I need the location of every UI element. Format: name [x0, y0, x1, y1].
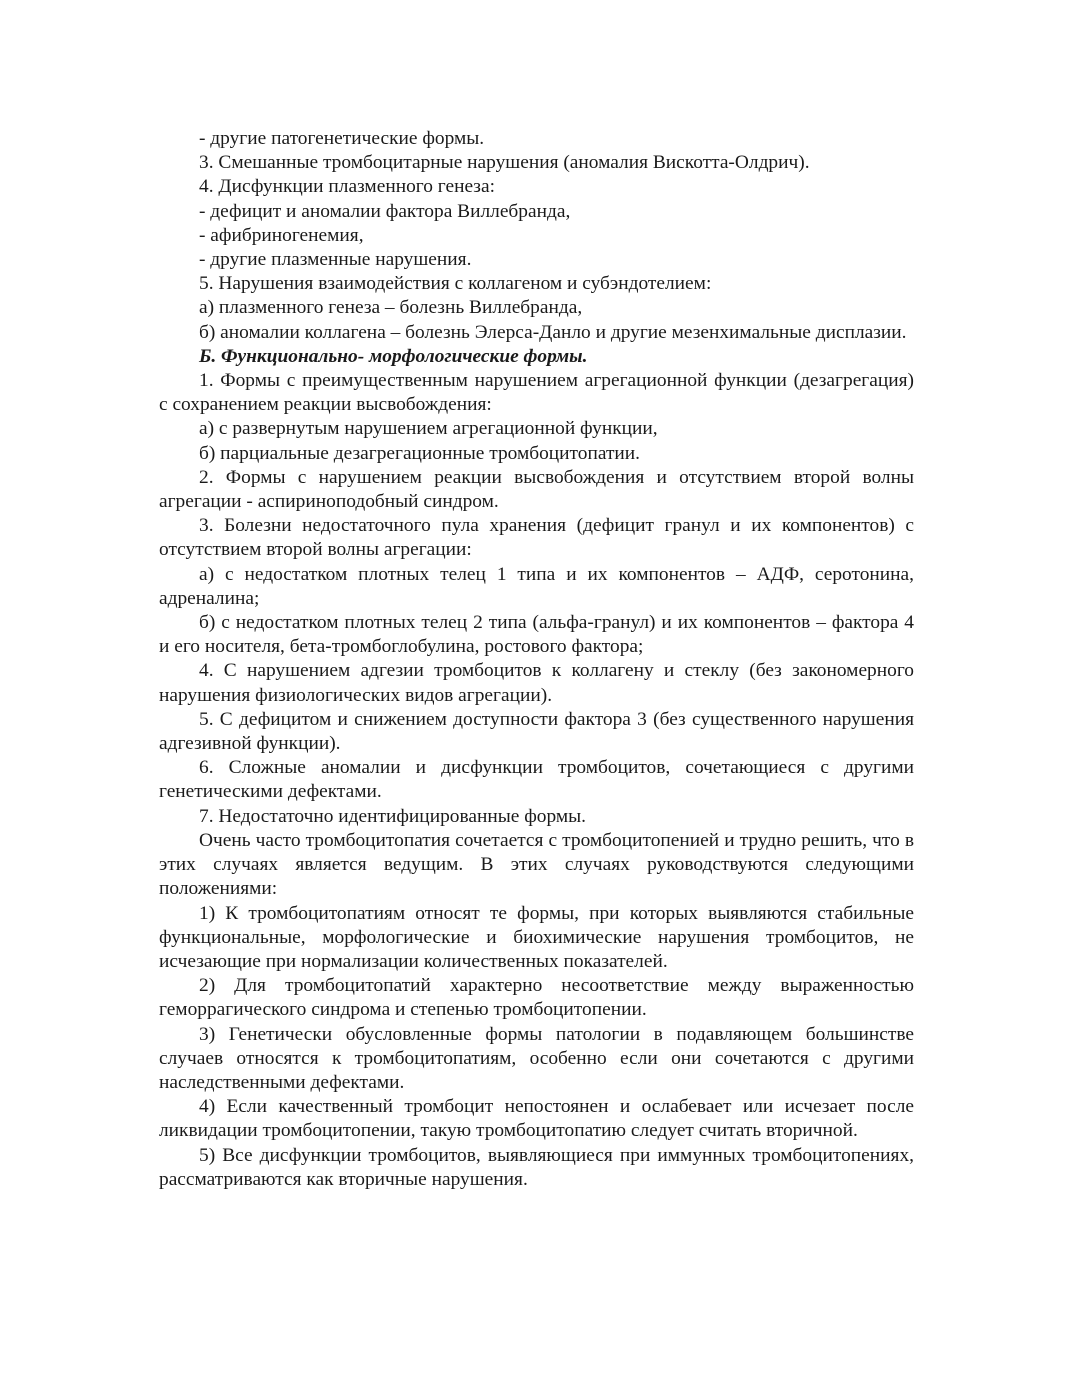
paragraph: 6. Сложные аномалии и дисфункции тромбоцитов, сочетающиеся с другими генетическими дефектами.	[159, 757, 914, 803]
paragraph: 4. С нарушением адгезии тромбоцитов к коллагену и стеклу (без закономерного нарушения физиологических видов агрегации).	[159, 660, 914, 706]
paragraph: 1) К тромбоцитопатиям относят те формы, при которых выявляются стабильные функциональные, морфологические и биохимические нарушения тромбоцитов, не исчезающие при нормализации количественных показателей.	[159, 902, 914, 972]
paragraph: б) аномалии коллагена – болезнь Элерса-Данло и другие мезенхимальные дисплазии.	[199, 321, 907, 343]
paragraph: - афибриногенемия,	[199, 224, 364, 246]
paragraph: 5. С дефицитом и снижением доступности фактора 3 (без существенного нарушения адгезивной функции).	[159, 708, 914, 755]
paragraph: 4. Дисфункции плазменного генеза:	[199, 176, 495, 198]
paragraph: 2) Для тромбоцитопатий характерно несоответствие между выраженностью геморрагического синдрома и степенью тромбоцитопении.	[159, 975, 914, 1021]
document-page	[159, 127, 914, 1192]
paragraph: 4) Если качественный тромбоцит непостоянен и ослабевает или исчезает после ликвидации тромбоцитопении, такую тромбоцитопатию следует считать вторичной.	[159, 1096, 914, 1142]
paragraph: - другие плазменные нарушения.	[199, 249, 472, 271]
paragraph: 3. Смешанные тромбоцитарные нарушения (аномалия Вискотта-Олдрич).	[199, 152, 810, 174]
section-heading: Б. Функционально- морфологические формы.	[199, 345, 588, 367]
paragraph: 7. Недостаточно идентифицированные формы.	[199, 805, 587, 827]
paragraph: 1. Формы с преимущественным нарушением агрегационной функции (дезагрегация) с сохранением реакции высвобождения:	[159, 370, 914, 416]
paragraph: а) плазменного генеза – болезнь Виллебранда,	[199, 297, 583, 319]
paragraph: 5) Все дисфункции тромбоцитов, выявляющиеся при иммунных тромбоцитопениях, рассматриваются как вторичные нарушения.	[159, 1144, 914, 1190]
paragraph: а) с недостатком плотных телец 1 типа и их компонентов – АДФ, серотонина, адреналина;	[159, 563, 914, 609]
paragraph: б) парциальные дезагрегационные тромбоцитопатии.	[199, 442, 641, 464]
paragraph: - дефицит и аномалии фактора Виллебранда,	[199, 200, 571, 222]
paragraph: - другие патогенетические формы.	[199, 128, 485, 149]
paragraph: Очень часто тромбоцитопатия сочетается с тромбоцитопенией и трудно решить, что в этих случаях является ведущим. В этих случаях руководствуются следующими положениями:	[159, 829, 914, 900]
paragraph: а) с развернутым нарушением агрегационной функции,	[199, 418, 658, 440]
paragraph: 2. Формы с нарушением реакции высвобождения и отсутствием второй волны агрегации - аспириноподобный синдром.	[159, 466, 914, 513]
paragraph: 3. Болезни недостаточного пула хранения (дефицит гранул и их компонентов) с отсутствием второй волны агрегации:	[159, 515, 914, 561]
paragraph: 5. Нарушения взаимодействия с коллагеном и субэндотелием:	[199, 273, 712, 295]
paragraph: б) с недостатком плотных телец 2 типа (альфа-гранул) и их компонентов – фактора 4 и его носителя, бета-тромбоглобулина, ростового фактора;	[159, 612, 914, 658]
paragraph: 3) Генетически обусловленные формы патологии в подавляющем большинстве случаев относятся к тромбоцитопатиям, особенно если они сочетаются с другими наследственными дефектами.	[159, 1023, 914, 1093]
